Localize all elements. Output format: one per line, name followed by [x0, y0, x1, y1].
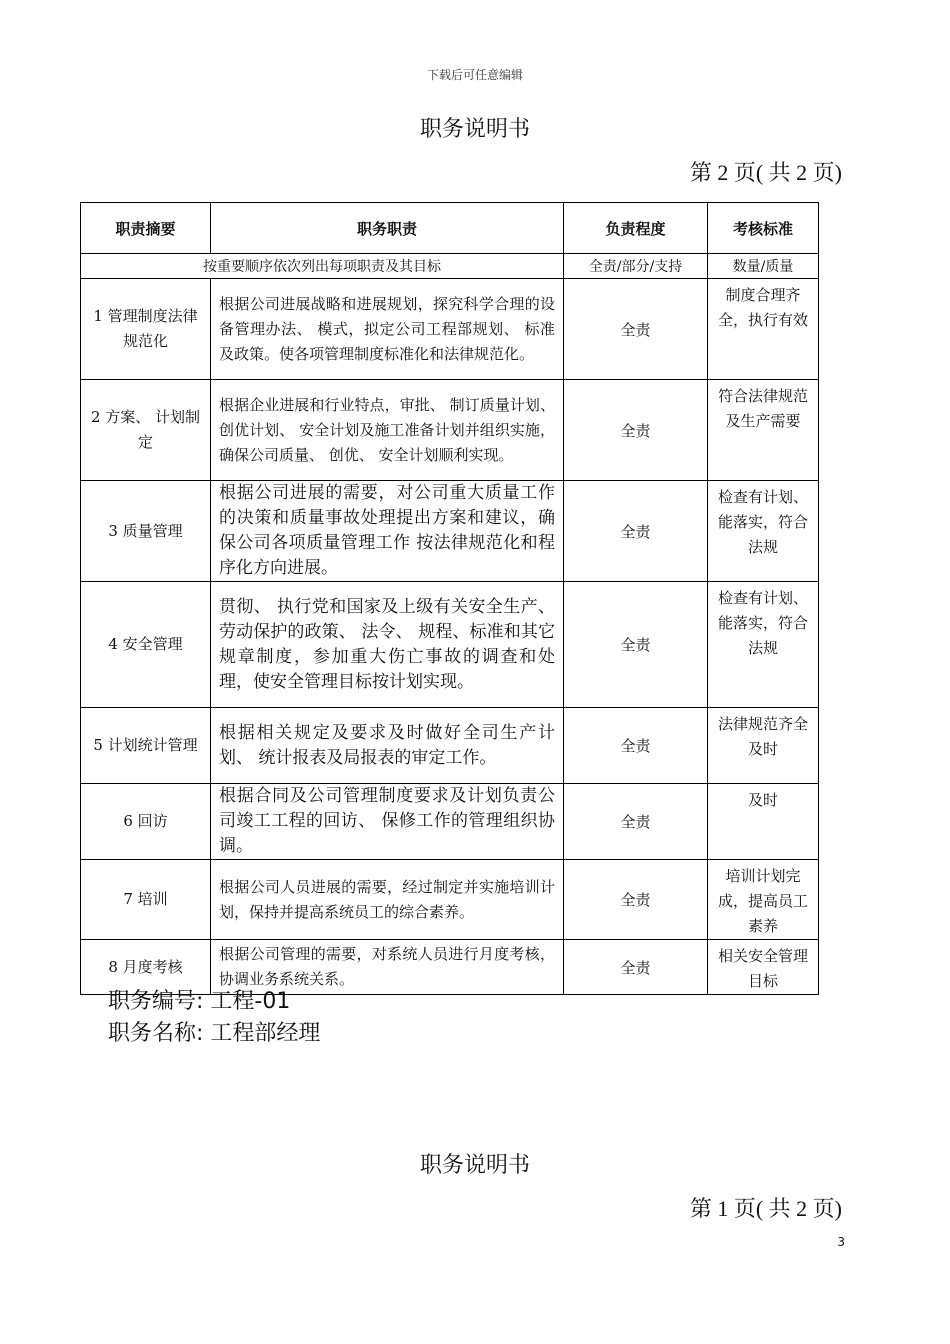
- row-summary: 7 培训: [81, 860, 211, 940]
- row-standard: 符合法律规范及生产需要: [708, 380, 819, 481]
- page-number: 3: [837, 1235, 845, 1249]
- row-duty: 根据公司进展的需要，对公司重大质量工作的决策和质量事故处理提出方案和建议，确保公司各项质量管理工作 按法律规范化和程序化方向进展。: [211, 481, 564, 582]
- row-summary: 3 质量管理: [81, 481, 211, 582]
- row-duty: 根据相关规定及要求及时做好全司生产计划、 统计报表及局报表的审定工作。: [211, 708, 564, 784]
- header-level: 负责程度: [564, 203, 708, 254]
- row-summary: 5 计划统计管理: [81, 708, 211, 784]
- watermark-text: 下载后可任意编辑: [426, 68, 523, 82]
- table-row: [81, 279, 819, 380]
- row-standard: 检查有计划、 能落实，符合法规: [708, 582, 819, 708]
- row-standard: 制度合理齐全，执行有效: [708, 279, 819, 380]
- row-standard: 培训计划完成，提高员工素养: [708, 860, 819, 940]
- table-subheader-row: [81, 254, 819, 279]
- header-duty: 职务职责: [211, 203, 564, 254]
- row-duty: 贯彻、 执行党和国家及上级有关安全生产、 劳动保护的政策、 法令、 规程、标准和其它规章制度，参加重大伤亡事故的调查和处理，使安全管理目标按计划实现。: [211, 582, 564, 708]
- row-duty: 根据公司管理的需要，对系统人员进行月度考核，协调业务系统关系。: [211, 940, 564, 995]
- row-summary: 6 回访: [81, 784, 211, 860]
- row-level: 全责: [564, 380, 708, 481]
- row-summary: 2 方案、 计划制定: [81, 380, 211, 481]
- row-level: 全责: [564, 784, 708, 860]
- row-standard: 法律规范齐全及时: [708, 708, 819, 784]
- table-row: [81, 582, 819, 708]
- row-level: 全责: [564, 582, 708, 708]
- row-level: 全责: [564, 860, 708, 940]
- row-summary: 8 月度考核: [81, 940, 211, 995]
- job-code: 职务编号: 工程-01: [108, 989, 291, 1014]
- row-standard: 相关安全管理目标: [708, 940, 819, 995]
- row-level: 全责: [564, 708, 708, 784]
- document-title: 职务说明书: [419, 117, 530, 142]
- duties-table: [80, 202, 819, 995]
- page-indicator-next-page: 第 1 页( 共 2 页): [689, 1196, 842, 1221]
- row-level: 全责: [564, 481, 708, 582]
- row-duty: 根据公司人员进展的需要，经过制定并实施培训计划，保持并提高系统员工的综合素养。: [211, 860, 564, 940]
- row-duty: 根据公司进展战略和进展规划，探究科学合理的设备管理办法、 模式，拟定公司工程部规划、 标准及政策。使各项管理制度标准化和法律规范化。: [211, 279, 564, 380]
- table-row: [81, 708, 819, 784]
- row-summary: 1 管理制度法律规范化: [81, 279, 211, 380]
- header-summary: 职责摘要: [81, 203, 211, 254]
- subheader-summary-duty: 按重要顺序依次列出每项职责及其目标: [81, 254, 564, 279]
- subheader-standard: 数量/质量: [708, 254, 819, 279]
- table-row: [81, 860, 819, 940]
- header-standard: 考核标准: [708, 203, 819, 254]
- row-summary: 4 安全管理: [81, 582, 211, 708]
- job-name: 职务名称: 工程部经理: [108, 1021, 321, 1046]
- table-row: [81, 784, 819, 860]
- row-level: 全责: [564, 940, 708, 995]
- table-header-row: [81, 203, 819, 254]
- table-row: [81, 380, 819, 481]
- row-standard: 检查有计划、 能落实，符合法规: [708, 481, 819, 582]
- page-indicator: 第 2 页( 共 2 页): [689, 160, 842, 185]
- table-row: [81, 481, 819, 582]
- row-duty: 根据企业进展和行业特点，审批、 制订质量计划、 创优计划、 安全计划及施工准备计划并组织实施，确保公司质量、 创优、 安全计划顺利实现。: [211, 380, 564, 481]
- row-standard: 及时: [708, 784, 819, 860]
- subheader-level: 全责/部分/支持: [564, 254, 708, 279]
- row-duty: 根据合同及公司管理制度要求及计划负责公司竣工工程的回访、 保修工作的管理组织协调。: [211, 784, 564, 860]
- document-title-next-page: 职务说明书: [419, 1153, 530, 1178]
- row-level: 全责: [564, 279, 708, 380]
